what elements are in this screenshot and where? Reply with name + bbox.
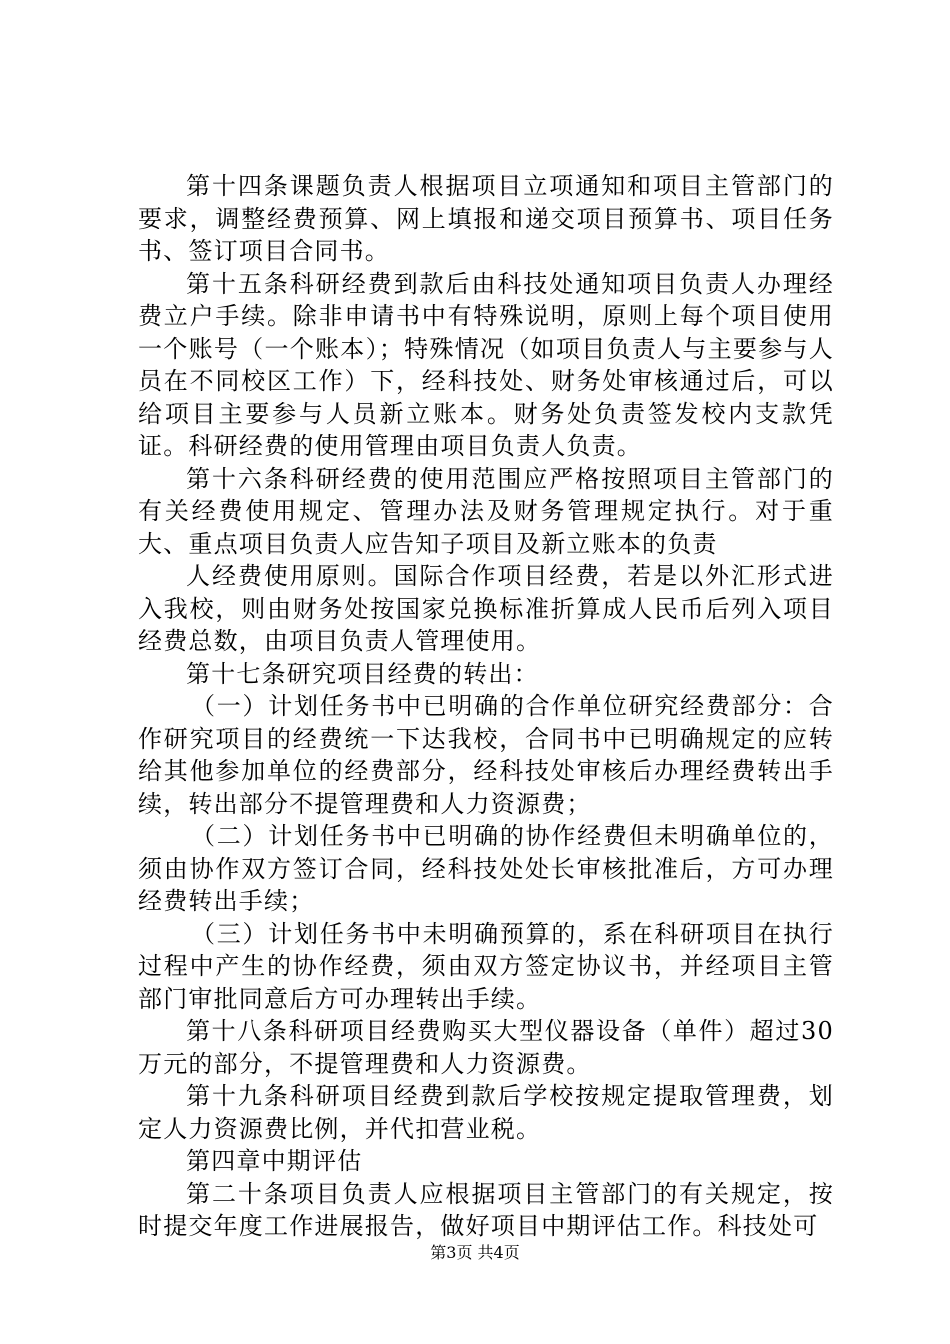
paragraph-article-17: 第十七条研究项目经费的转出： [186, 659, 539, 688]
paragraph-article-14: 第十四条课题负责人根据项目立项通知和项目主管部门的要求，调整经费预算、网上填报和递交项目预算书、项目任务书、签订项目合同书。 [138, 172, 834, 265]
chapter-heading-4: 第四章中期评估 [186, 1147, 363, 1175]
paragraph-article-16-continued: 人经费使用原则。国际合作项目经费，若是以外汇形式进入我校，则由财务处按国家兑换标准折算成人民币后列入项目经费总数，由项目负责人管理使用。 [138, 562, 834, 655]
paragraph-article-17-item-2: （二）计划任务书中已明确的协作经费但未明确单位的，须由协作双方签订合同，经科技处处长审核批准后，方可办理经费转出手续； [138, 822, 834, 915]
paragraph-article-16: 第十六条科研经费的使用范围应严格按照项目主管部门的有关经费使用规定、管理办法及财务管理规定执行。对于重大、重点项目负责人应告知子项目及新立账本的负责 [138, 464, 834, 558]
paragraph-article-19: 第十九条科研项目经费到款后学校按规定提取管理费，划定人力资源费比例，并代扣营业税。 [138, 1082, 834, 1143]
page-footer: 第3页 共4页 [430, 1243, 520, 1262]
paragraph-article-17-item-3: （三）计划任务书中未明确预算的，系在科研项目在执行过程中产生的协作经费，须由双方签定协议书，并经项目主管部门审批同意后方可办理转出手续。 [138, 919, 834, 1013]
paragraph-article-15: 第十五条科研经费到款后由科技处通知项目负责人办理经费立户手续。除非申请书中有特殊说明，原则上每个项目使用一个账号（一个账本）；特殊情况（如项目负责人与主要参与人员在不同校区工作）下，经科技处、财务处审核通过后，可以给项目主要参与人员新立账本。财务处负责签发校内支款凭证。科研经费的使用管理由项目负责人负责。 [138, 269, 834, 460]
paragraph-article-20: 第二十条项目负责人应根据项目主管部门的有关规定，按时提交年度工作进展报告，做好项目中期评估工作。科技处可 [138, 1179, 834, 1240]
paragraph-article-18: 第十八条科研项目经费购买大型仪器设备（单件）超过30万元的部分，不提管理费和人力资源费。 [138, 1017, 834, 1078]
document-body [138, 170, 834, 1243]
paragraph-article-17-item-1: （一）计划任务书中已明确的合作单位研究经费部分：合作研究项目的经费统一下达我校，合同书中已明确规定的应转给其他参加单位的经费部分，经科技处审核后办理经费转出手续，转出部分不提管理费和人力资源费； [138, 692, 834, 818]
